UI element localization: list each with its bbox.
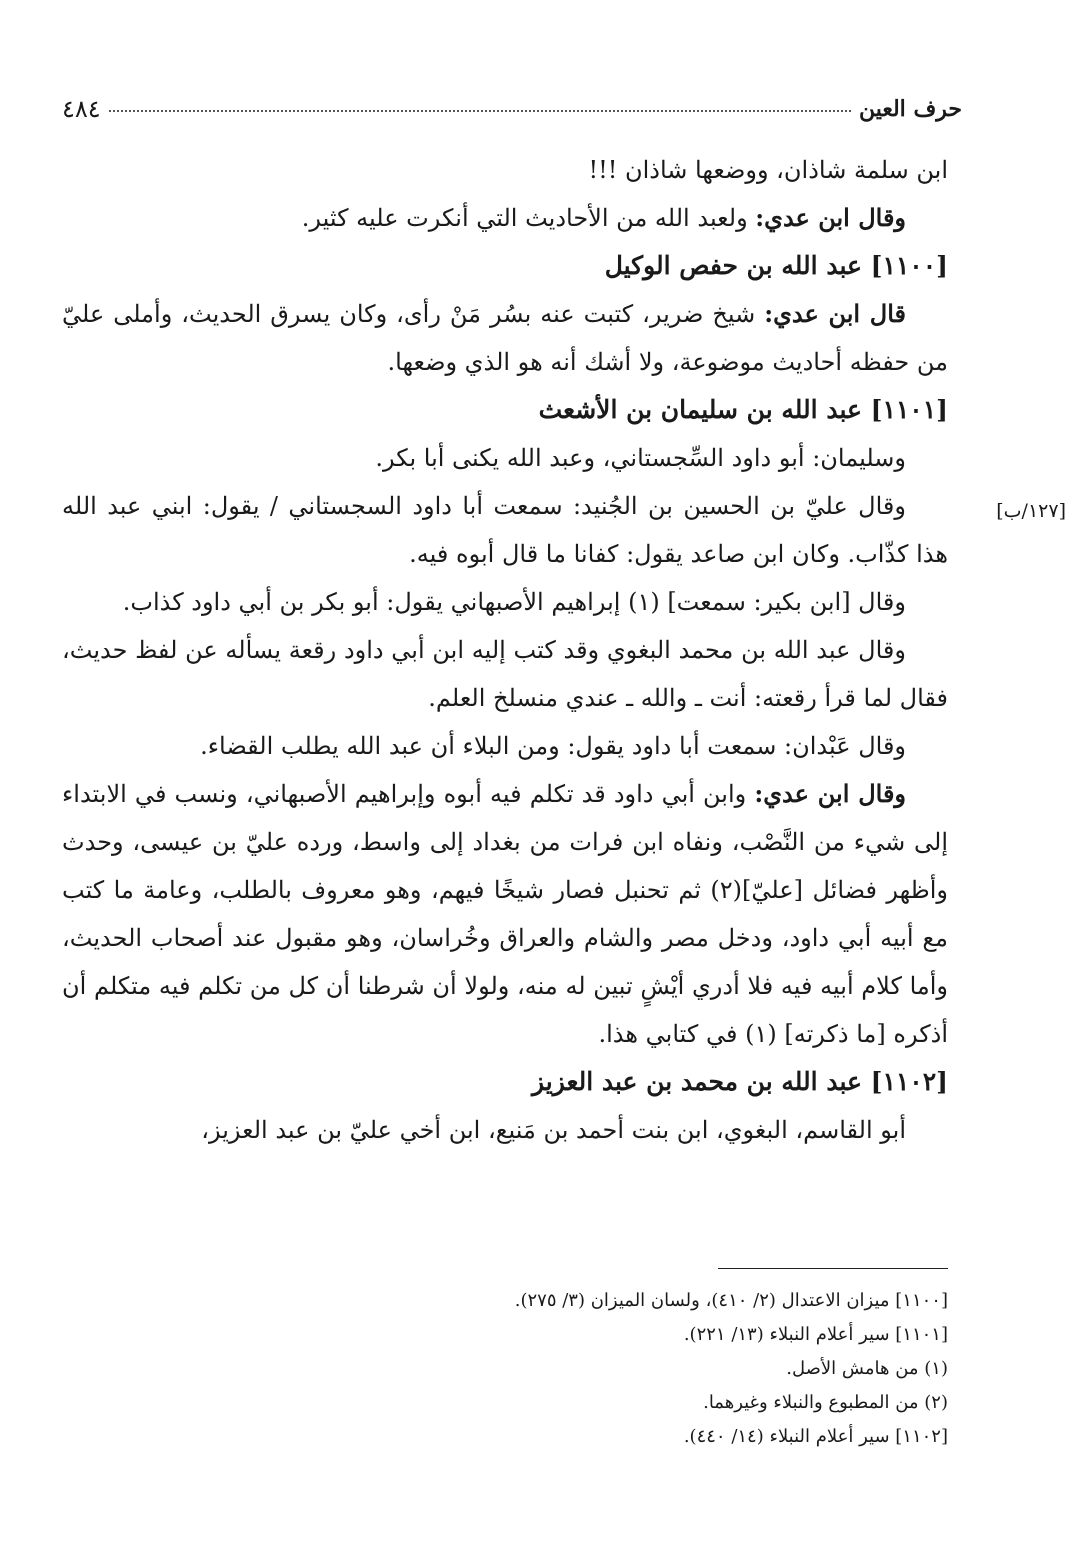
chapter-title: حرف العين: [858, 96, 962, 122]
paragraph: وقال عبد الله بن محمد البغوي وقد كتب إليه ابن أبي داود رقعة يسأله عن لفظ حديث، فقال لما قرأ رقعته: أنت ـ والله ـ عندي منسلخ العلم.: [62, 636, 948, 712]
speaker-label: قال ابن عدي:: [764, 299, 906, 328]
paragraph-text: وابن أبي داود قد تكلم فيه أبوه وإبراهيم الأصبهاني، ونسب في الابتداء إلى شيء من النَّصْب، ونفاه ابن فرات من بغداد إلى واسط، ورده عليّ بن عيسى، وحدث وأظهر فضائل [عليّ](٢) ثم تحنبل فصار شيخًا فيهم، وهو معروف بالطلب، وعامة ما كتب مع أبيه أبي داود، ودخل مصر والشام والعراق وخُراسان، وهو مقبول عند أصحاب الحديث، وأما كلام أبيه فيه فلا أدري أيْشٍ تبين له منه، ولولا أن شرطنا أن كل من تكلم فيه متكلم أن أذكره [ما ذكرته] (١) في كتابي هذا.: [62, 780, 949, 1048]
paragraph-text: شيخ ضرير، كتبت عنه بسُر مَنْ رأى، وكان يسرق الحديث، وأملى عليّ من حفظه أحاديث موضوعة، ولا أشك أنه هو الذي وضعها.: [62, 300, 948, 376]
paragraph: وقال عليّ بن الحسين بن الجُنيد: سمعت أبا داود السجستاني / يقول: ابني عبد الله هذا كذّاب. وكان ابن صاعد يقول: كفانا ما قال أبوه فيه.: [62, 492, 948, 568]
footnote: [١١٠١] سير أعلام النبلاء (١٣/ ٢٢١).: [683, 1324, 948, 1345]
margin-folio-note: [١٢٧/ب]: [996, 500, 1066, 522]
speaker-label: وقال ابن عدي:: [755, 203, 906, 232]
paragraph: ابن سلمة شاذان، ووضعها شاذان !!!: [588, 156, 948, 184]
entry-heading-1100: [١١٠٠] عبد الله بن حفص الوكيل: [604, 251, 948, 280]
paragraph: [62, 194, 948, 242]
paragraph: [62, 290, 948, 386]
paragraph: وقال عَبْدان: سمعت أبا داود يقول: ومن البلاء أن عبد الله يطلب القضاء.: [200, 732, 906, 760]
entry-heading-1101: [١١٠١] عبد الله بن سليمان بن الأشعث: [538, 395, 948, 424]
main-text: [62, 146, 948, 1154]
footnote: [١١٠٠] ميزان الاعتدال (٢/ ٤١٠)، ولسان الميزان (٣/ ٢٧٥).: [514, 1290, 948, 1311]
page-number: ٤٨٤: [62, 95, 101, 123]
footnote-separator: [718, 1268, 948, 1269]
footnote: [١١٠٢] سير أعلام النبلاء (١٤/ ٤٤٠).: [683, 1426, 948, 1447]
paragraph-text: ولعبد الله من الأحاديث التي أنكرت عليه كثير.: [301, 204, 756, 232]
paragraph: [62, 770, 948, 1058]
entry-heading-1102: [١١٠٢] عبد الله بن محمد بن عبد العزيز: [532, 1067, 948, 1096]
speaker-label: وقال ابن عدي:: [754, 779, 906, 808]
footnote: (٢) من المطبوع والنبلاء وغيرهما.: [703, 1392, 948, 1413]
footnote: (١) من هامش الأصل.: [786, 1358, 948, 1379]
header-dotted-rule: [109, 110, 851, 112]
footnotes: [62, 1284, 948, 1454]
paragraph: وقال [ابن بكير: سمعت] (١) إبراهيم الأصبهاني يقول: أبو بكر بن أبي داود كذاب.: [122, 588, 906, 616]
paragraph: أبو القاسم، البغوي، ابن بنت أحمد بن مَنيع، ابن أخي عليّ بن عبد العزيز،: [201, 1116, 906, 1144]
paragraph: وسليمان: أبو داود السِّجستاني، وعبد الله يكنى أبا بكر.: [375, 444, 906, 472]
running-header: [62, 92, 962, 126]
